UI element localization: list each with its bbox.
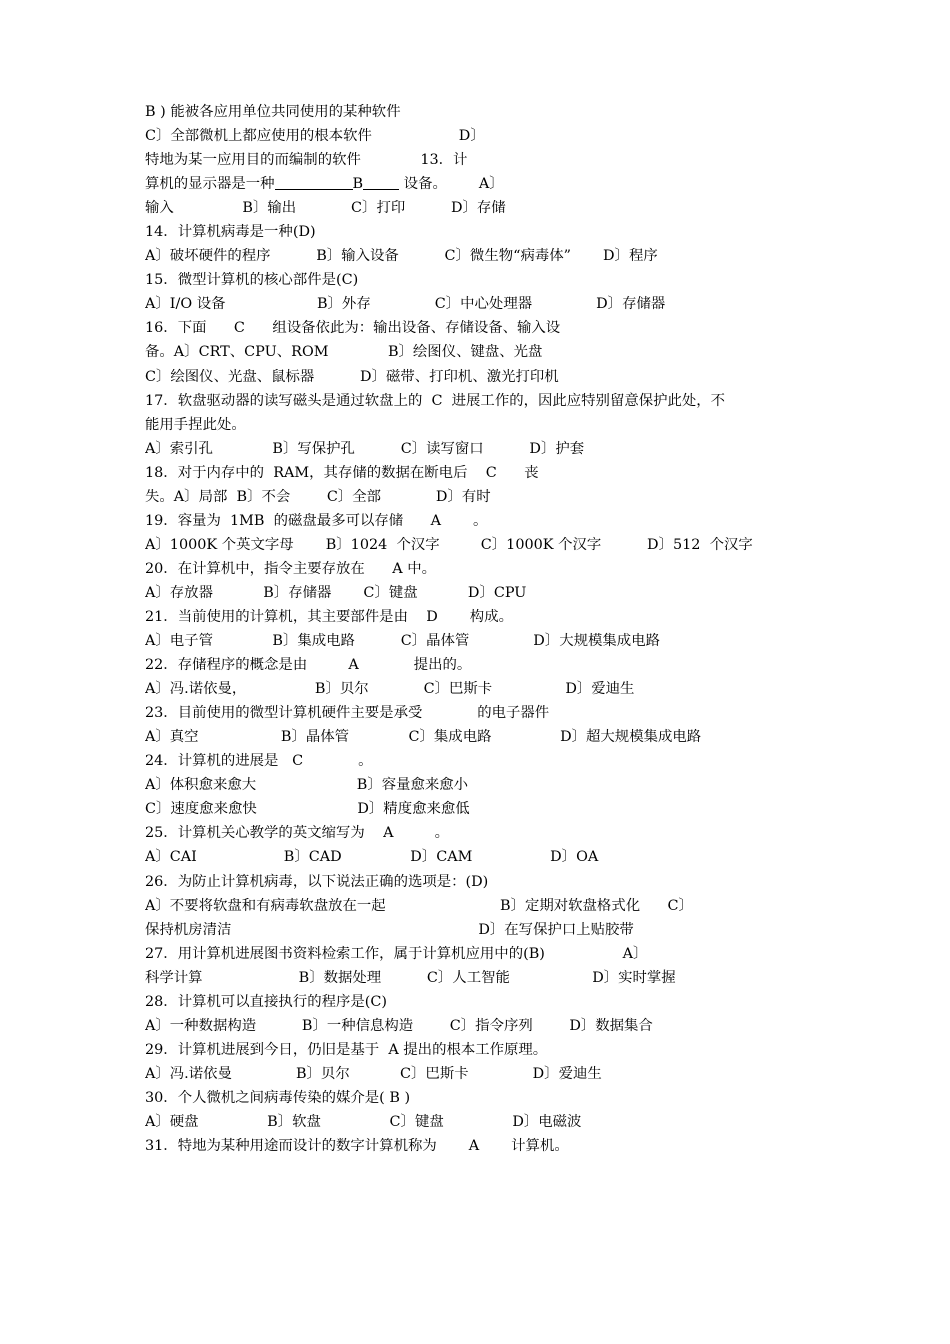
text-line: 25．计算机关心教学的英文缩写为 A 。 — [145, 825, 450, 842]
text-line: 24．计算机的进展是 C 。 — [145, 753, 373, 770]
text-line: A〕索引孔 B〕写保护孔 C〕读写窗口 D〕护套 — [145, 440, 585, 457]
text-line: 14．计算机病毒是一种(D) — [145, 224, 316, 241]
text-line: C〕全部微机上都应使用的根本软件 D〕 — [145, 128, 485, 145]
text-line: 27．用计算机进展图书资料检索工作，属于计算机应用中的(B) A〕 — [145, 945, 648, 962]
text-line: 22．存储程序的概念是由 A 提出的。 — [145, 657, 472, 674]
text-line: 29．计算机进展到今日，仍旧是基于 A 提出的根本工作原理。 — [145, 1041, 548, 1058]
text-line: A〕CAI B〕CAD D〕CAM D〕OA — [145, 849, 599, 866]
text-line: A〕体积愈来愈大 B〕容量愈来愈小 — [145, 777, 469, 794]
text-line: 科学计算 B〕数据处理 C〕人工智能 D〕实时掌握 — [145, 969, 676, 986]
text-line: 26．为防止计算机病毒，以下说法正确的选项是：(D) — [145, 873, 489, 890]
text-line: A〕1000K 个英文字母 B〕1024 个汉字 C〕1000K 个汉字 D〕512 个汉字 — [145, 536, 753, 553]
text-line: 28．计算机可以直接执行的程序是(C) — [145, 993, 388, 1010]
blank-underline — [363, 174, 399, 190]
text-line: 19．容量为 1MB 的磁盘最多可以存储 A 。 — [145, 512, 488, 529]
q13-answer: B — [352, 176, 364, 193]
text-line: 31．特地为某种用途而设计的数字计算机称为 A 计算机。 — [145, 1138, 569, 1155]
text-line: 18．对于内存中的 RAM，其存储的数据在断电后 C 丧 — [145, 464, 539, 481]
text-line: A〕存放器 B〕存储器 C〕键盘 D〕CPU — [145, 584, 527, 601]
text-line: 15．微型计算机的核心部件是(C) — [145, 272, 359, 289]
question-text — [145, 100, 810, 1158]
text-line: 20．在计算机中，指令主要存放在 A 中。 — [145, 560, 436, 577]
text-line: 能用手捏此处。 — [145, 416, 246, 433]
text-line: 特地为某一应用目的而编制的软件 13．计 — [145, 152, 468, 169]
text-line: A〕冯.诺依曼 B〕贝尔 C〕巴斯卡 D〕爱迪生 — [145, 1065, 602, 1082]
text-line: 备。A〕CRT、CPU、ROM B〕绘图仪、键盘、光盘 — [145, 344, 543, 361]
text-line: C〕绘图仪、光盘、鼠标器 D〕磁带、打印机、激光打印机 — [145, 368, 559, 385]
text-line: A〕冯.诺依曼， B〕贝尔 C〕巴斯卡 D〕爱迪生 — [145, 681, 635, 698]
text-line: 30．个人微机之间病毒传染的媒介是( B ) — [145, 1089, 411, 1106]
text-line: 23．目前使用的微型计算机硬件主要是承受 的电子器件 — [145, 705, 550, 722]
text-line: A〕硬盘 B〕软盘 C〕键盘 D〕电磁波 — [145, 1113, 582, 1130]
text-line: A〕破坏硬件的程序 B〕输入设备 C〕微生物“病毒体” D〕程序 — [145, 248, 658, 265]
blank-underline — [275, 174, 353, 190]
text-line-q13 — [145, 172, 810, 196]
q13-stem: 算机的显示器是一种 — [145, 176, 275, 193]
text-line: A〕一种数据构造 B〕一种信息构造 C〕指令序列 D〕数据集合 — [145, 1017, 653, 1034]
text-line: A〕不要将软盘和有病毒软盘放在一起 B〕定期对软盘格式化 C〕 — [145, 897, 693, 914]
text-line: A〕电子管 B〕集成电路 C〕晶体管 D〕大规模集成电路 — [145, 633, 660, 650]
text-line: A〕I/O 设备 B〕外存 C〕中心处理器 D〕存储器 — [145, 296, 666, 313]
text-line: 保持机房清洁 D〕在写保护口上贴胶带 — [145, 921, 634, 938]
text-line: C〕速度愈来愈快 D〕精度愈来愈低 — [145, 801, 470, 818]
text-line: B ) 能被各应用单位共同使用的某种软件 — [145, 104, 401, 120]
q13-tail: 设备。 A〕 — [399, 176, 504, 193]
text-line: 16．下面 C 组设备依此为：输出设备、存储设备、输入设 — [145, 320, 561, 337]
text-line: A〕真空 B〕晶体管 C〕集成电路 D〕超大规模集成电路 — [145, 729, 702, 746]
text-line: 输入 B〕输出 C〕打印 D〕存储 — [145, 200, 506, 217]
text-line: 17．软盘驱动器的读写磁头是通过软盘上的 C 进展工作的，因此应特别留意保护此处，不 — [145, 392, 726, 409]
text-line: 失。A〕局部 B〕不会 C〕全部 D〕有时 — [145, 488, 491, 505]
text-line: 21．当前使用的计算机，其主要部件是由 D 构成。 — [145, 608, 513, 625]
